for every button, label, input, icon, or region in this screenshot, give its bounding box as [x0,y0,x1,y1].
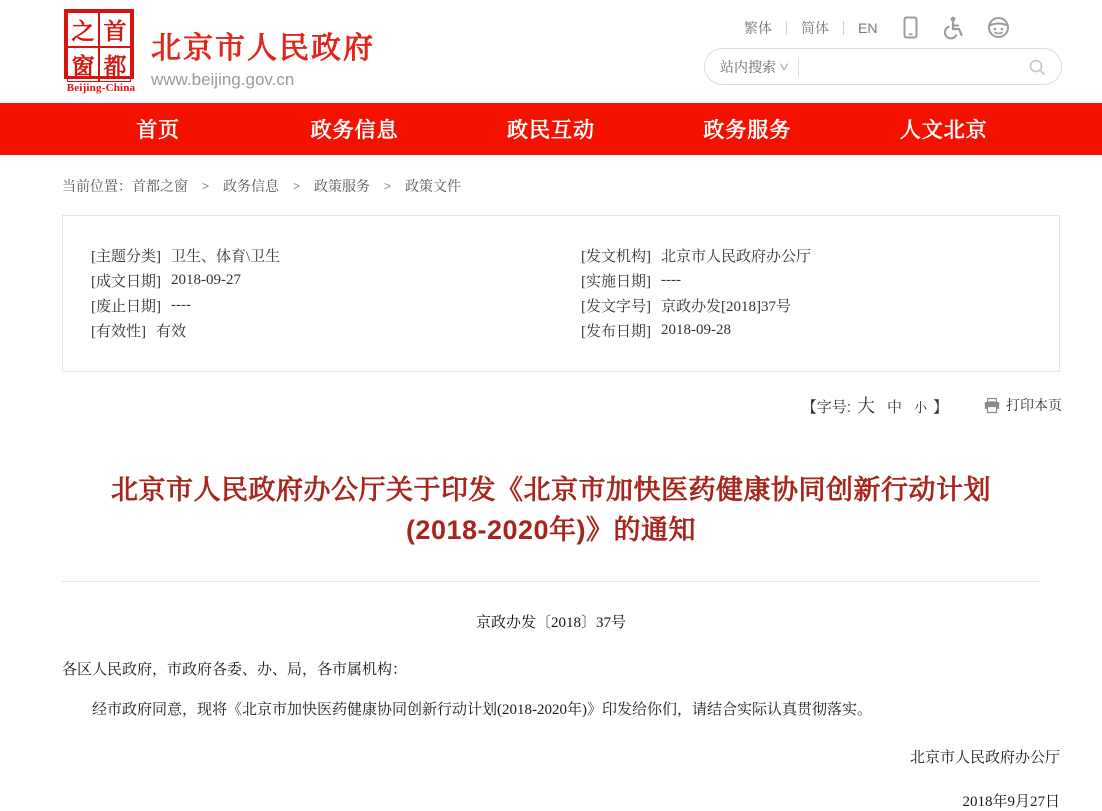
signature: 北京市人民政府办公厅 [909,750,1060,766]
seal-caption: Beijing-China [66,82,136,94]
article-title: 北京市人民政府办公厅关于印发《北京市加快医药健康协同创新行动计划(2018-2020年)》的通知 [111,475,991,545]
font-size-prefix: 【字号: [801,399,851,416]
meta-value: 北京市人民政府办公厅 [661,249,812,265]
meta-value: 2018-09-27 [171,272,241,288]
printer-icon [984,398,1000,413]
meta-row-topic [91,243,575,268]
chevron-down-icon: ∨ [777,61,791,73]
lang-simplified-link[interactable]: 简体 [801,19,829,36]
breadcrumb-separator: > [202,179,210,193]
meta-col-left [91,243,575,343]
document-number: 京政办发〔2018〕37号 [475,615,626,631]
meta-row-repeal-date [91,293,575,318]
seal-char: 首 [99,12,131,47]
divider [786,21,787,35]
site-name: 北京市人民政府 [151,32,375,65]
meta-label: [成文日期] [91,274,161,290]
meta-row-issuing-agency [581,243,1059,268]
article-body [62,658,1060,811]
nav-public-interaction[interactable]: 政民互动 [506,119,595,142]
meta-label: [发文机构] [581,249,651,265]
meta-row-issue-date [91,268,575,293]
meta-row-validity [91,318,575,343]
font-size-large-button[interactable]: 大 [856,396,875,416]
meta-row-publish-date [581,318,1059,343]
print-page-label: 打印本页 [1006,397,1062,413]
breadcrumb-item-policy-service[interactable]: 政策服务 [314,178,371,194]
lang-english-link[interactable]: EN [858,19,878,36]
meta-col-right [575,243,1059,343]
meta-value: ---- [171,297,191,313]
meta-label: [发布日期] [581,324,651,340]
title-divider [62,581,1040,582]
meta-value: 2018-09-28 [661,322,731,338]
signature-date: 2018年9月27日 [962,794,1060,810]
nav-home[interactable]: 首页 [136,119,181,142]
main-nav [0,103,1102,155]
meta-row-effective-date [581,268,1059,293]
capital-window-seal-logo [64,9,138,94]
breadcrumb-label: 当前位置： [62,178,132,194]
site-search [704,48,1062,85]
mobile-icon[interactable] [903,16,918,39]
meta-label: [实施日期] [581,274,651,290]
site-header [0,0,1102,103]
meta-value: 有效 [156,324,187,340]
seal-char: 窗 [67,47,99,82]
breadcrumb-item-policy-docs[interactable]: 政策文件 [405,178,462,194]
site-text [151,9,375,90]
breadcrumb-separator: > [293,179,301,193]
meta-label: [废止日期] [91,299,161,315]
salutation-paragraph: 各区人民政府，市政府各委、办、局，各市属机构： [62,662,408,678]
document-meta-box [62,215,1060,372]
header-icons [903,16,1010,39]
meta-value: 卫生、体育\卫生 [171,249,281,265]
search-icon[interactable] [1028,58,1046,76]
search-scope-label: 站内搜索 [720,58,776,75]
site-url: www.beijing.gov.cn [151,70,295,89]
meta-label: [有效性] [91,324,146,340]
seal-char: 都 [99,47,131,82]
divider [843,21,844,35]
font-size-small-button[interactable]: 小 [913,400,927,415]
nav-government-services[interactable]: 政务服务 [703,119,792,142]
accessibility-icon[interactable] [942,16,963,39]
breadcrumb-item-home[interactable]: 首都之窗 [132,178,188,194]
breadcrumb-separator: > [384,179,392,193]
meta-row-doc-symbol [581,293,1059,318]
font-size-suffix: 】 [932,399,948,416]
seal-grid [64,9,134,79]
divider [798,57,799,77]
lang-traditional-link[interactable]: 繁体 [744,19,772,36]
breadcrumb-item-govinfo[interactable]: 政务信息 [223,178,280,194]
meta-label: [主题分类] [91,249,161,265]
header-utilities [702,16,1062,39]
language-switcher [702,16,1062,39]
search-input[interactable] [809,59,1028,75]
meta-label: [发文字号] [581,299,651,315]
font-size-medium-button[interactable]: 中 [886,399,902,416]
meta-value: ---- [661,272,681,288]
seal-char: 之 [67,12,99,47]
nav-humanistic-beijing[interactable]: 人文北京 [899,119,988,142]
breadcrumb [62,176,1102,196]
font-size-control [802,392,948,418]
site-logo[interactable] [64,9,375,94]
nav-government-info[interactable]: 政务信息 [310,119,399,142]
article-toolbar [0,392,1062,418]
search-scope-dropdown[interactable] [720,57,791,77]
robot-icon[interactable] [987,16,1010,39]
print-page-button[interactable] [984,395,1062,415]
meta-value: 京政办发[2018]37号 [661,299,791,315]
body-paragraph: 经市政府同意，现将《北京市加快医药健康协同创新行动计划(2018-2020年)》印发给你们，请结合实际认真贯彻落实。 [92,702,872,718]
